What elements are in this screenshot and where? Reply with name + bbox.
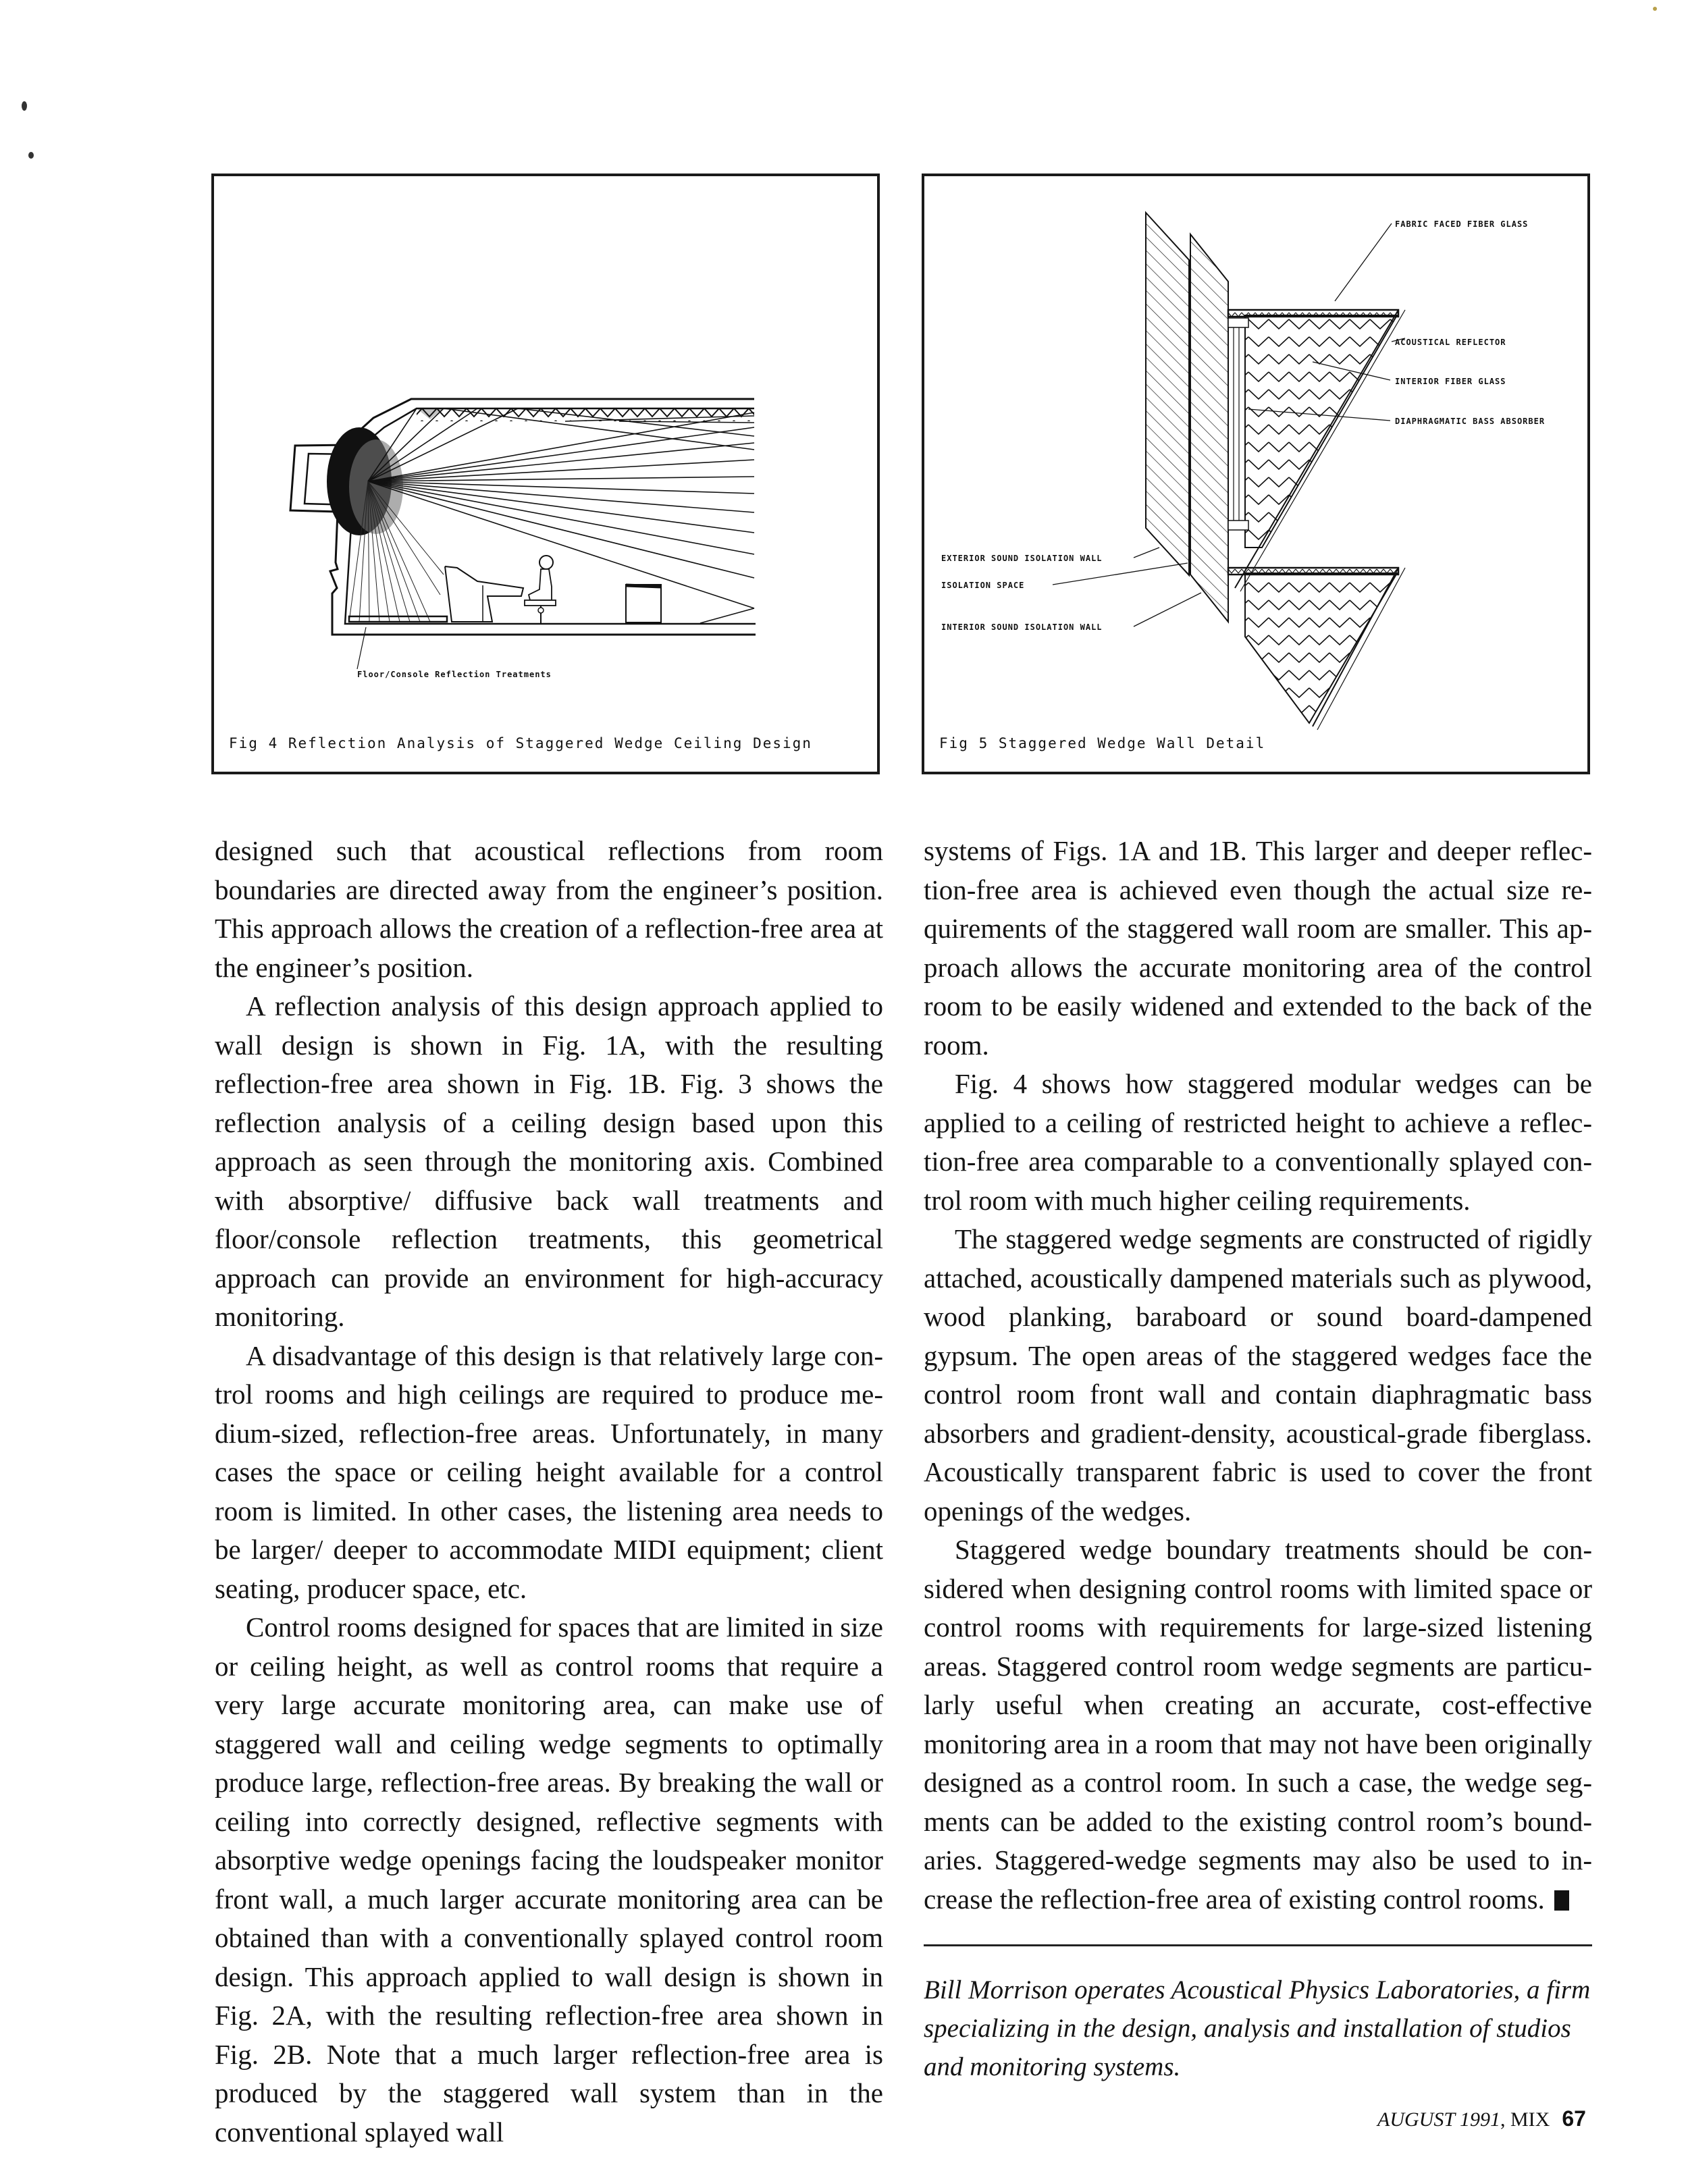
paragraph: Control rooms designed for spaces that are limited in size or ceiling height, as well as control rooms that require a very large accurate monitoring area, can make use of staggered wall and ceiling wedge segments to optimally produce large, reflection-free areas. By breaking the wall or ceiling into correctly designed, reflective segments with absorptive wedge openings facing the loudspeaker monitor front wall, a much larger accurate monitoring area can be obtained than with a conventionally splayed control room design. This approach applied to wall design is shown in Fig. 2A, with the resulting reflection-free area shown in Fig. 2B. Note that a much larger reflection-free area is produced by the staggered wall system than in the conventional splayed wall [215, 1612, 883, 2148]
paragraph: designed such that acoustical reflections from room boundaries are directed away from the engineer’s position. This approach allows the creation of a reflection-free area at the engineer’s position. [215, 835, 883, 983]
scan-speck [28, 152, 34, 159]
article-right-column [924, 832, 1592, 2086]
label-fabric-faced-fiber-glass: FABRIC FACED FIBER GLASS [1395, 219, 1529, 229]
publication-name: , MIX [1500, 2108, 1550, 2131]
scan-speck [1653, 7, 1657, 11]
label-interior-sound-isolation-wall: INTERIOR SOUND ISOLATION WALL [941, 622, 1103, 632]
paragraph-text: Staggered wedge boundary treatments should be considered when designing control rooms with limited space or control rooms with requirements for large-sized listening areas. Staggered control room wedge segments are particularly useful when creating an accurate, cost-effective monitoring area in a room that may not have been originally designed as a control room. In such a case, the wedge segments can be added to the existing control room’s boundaries. Staggered-wedge segments may also be used to increase the reflection-free area of existing control rooms. [924, 1534, 1592, 1915]
figure-4-caption: Fig 4 Reflection Analysis of Staggered Wedge Ceiling Design [229, 735, 812, 751]
scan-speck [22, 101, 27, 111]
author-bio: Bill Morrison operates Acoustical Physics Laboratories, a firm specializing in the design, analysis and installation of studios and monitoring systems. [924, 1975, 1591, 2081]
wedge-wall-detail-diagram [924, 176, 1587, 772]
paragraph: A disadvantage of this design is that relatively large control rooms and high ceilings are required to produce medium-sized, reflection-free areas. Unfortunately, in many cases the space or ceiling height available for a control room is limited. In other cases, the listening area needs to be larger/ deeper to accommodate MIDI equipment; client seating, producer space, etc. [215, 1339, 883, 1604]
ceiling-reflection-diagram [214, 176, 877, 772]
figure-5-caption: Fig 5 Staggered Wedge Wall Detail [939, 735, 1266, 751]
paragraph: systems of Figs. 1A and 1B. This larger and deeper reflection-free area is achieved even though the actual size requirements of the staggered wall room are smaller. This approach allows the accurate monitoring area of the control room to be easily widened and extended to the back of the room. [924, 835, 1592, 1061]
end-of-article-mark [1554, 1890, 1569, 1911]
page-footer [1377, 2106, 1586, 2131]
label-exterior-sound-isolation-wall: EXTERIOR SOUND ISOLATION WALL [941, 554, 1103, 563]
figure-4 [211, 174, 880, 774]
floor-console-callout: Floor/Console Reflection Treatments [357, 670, 552, 679]
page-number: 67 [1562, 2106, 1586, 2131]
paragraph: A reflection analysis of this design approach applied to wall design is shown in Fig. 1A, with the resulting reflection-free area shown in Fig. 1B. Fig. 3 shows the reflection analysis of a ceiling design based upon this approach as seen through the monitoring axis. Combined with absorptive/ diffusive back wall treatments and floor/console reflection treatments, this geometrical approach can provide an environment for high-accuracy monitoring. [215, 990, 883, 1332]
paragraph: The staggered wedge segments are constructed of rigidly attached, acoustically dampened materials such as plywood, wood planking, baraboard or sound board-dampened gypsum. The open areas of the staggered wedges face the control room front wall and contain diaphragmatic bass absorbers and gradient-density, acoustical-grade fiberglass. Acoustically transparent fabric is used to cover the front openings of the wedges. [924, 1223, 1592, 1526]
article-left-column [215, 832, 883, 2152]
label-acoustical-reflector: ACOUSTICAL REFLECTOR [1395, 338, 1506, 347]
label-isolation-space: ISOLATION SPACE [941, 581, 1025, 590]
paragraph: Fig. 4 shows how staggered modular wedges can be applied to a ceiling of restricted height to achieve a reflection-free area comparable to a conventionally splayed control room with much higher ceiling requirements. [924, 1068, 1592, 1216]
issue-date: AUGUST 1991 [1377, 2108, 1500, 2131]
label-diaphragmatic-bass-absorber: DIAPHRAGMATIC BASS ABSORBER [1395, 417, 1546, 426]
figure-5 [922, 174, 1590, 774]
paragraph-final [924, 1530, 1592, 1919]
label-interior-fiber-glass: INTERIOR FIBER GLASS [1395, 377, 1506, 386]
divider [924, 1944, 1592, 1946]
